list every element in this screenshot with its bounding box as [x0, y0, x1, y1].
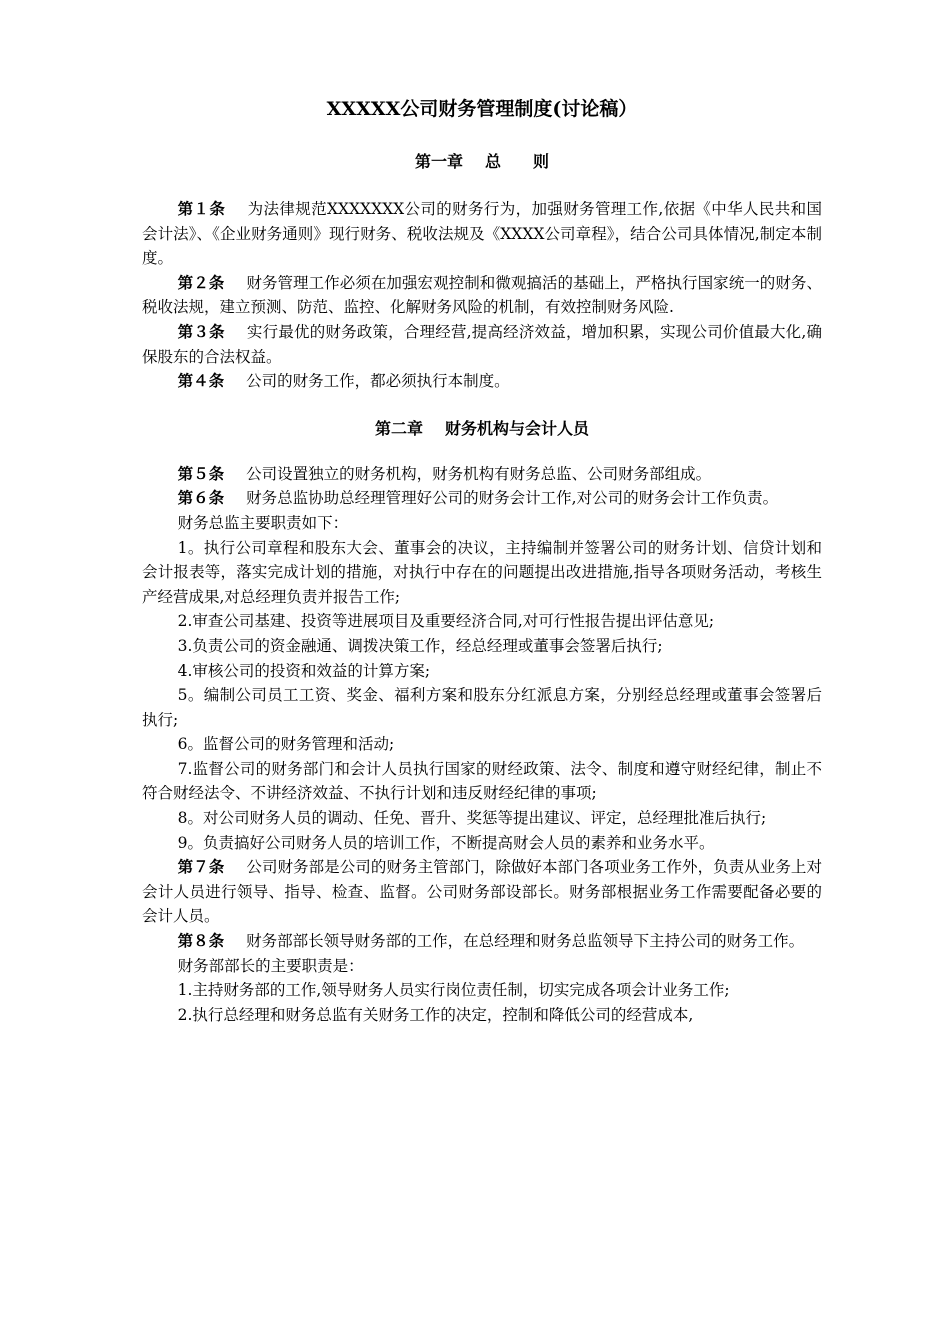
- cfo-duty-2: 2.审查公司基建、投资等进展项目及重要经济合同,对可行性报告提出评估意见;: [177, 612, 715, 631]
- article-label: 第５条: [177, 464, 225, 483]
- article-text: 财务部部长领导财务部的工作，在总经理和财务总监领导下主持公司的财务工作。: [246, 932, 805, 951]
- article-text: 财务总监协助总经理管理好公司的财务会计工作,对公司的财务会计工作负责。: [246, 489, 779, 508]
- article-text: 财务管理工作必须在加强宏观控制和微观搞活的基础上，严格执行国家统一的财务、税收法规，建立预测、防范、监控、化解财务风险的机制，有效控制财务风险.: [142, 273, 822, 317]
- article-label: 第８条: [177, 932, 225, 951]
- article-text: 公司的财务工作，都必须执行本制度。: [246, 372, 510, 391]
- cfo-duty-1: 1。执行公司章程和股东大会、董事会的决议，主持编制并签署公司的财务计划、信贷计划和会计报表等，落实完成计划的措施，对执行中存在的问题提出改进措施,指导各项财务活动，考核生产经营成果,对总经理负责并报告工作;: [142, 538, 822, 606]
- cfo-duty-9: 9。负责搞好公司财务人员的培训工作，不断提高财会人员的素养和业务水平。: [177, 833, 715, 852]
- document-page: [142, 96, 822, 1027]
- chapter-2-body: [142, 462, 822, 1028]
- dept-head-duties-intro: 财务部部长的主要职责是：: [177, 956, 364, 975]
- cfo-duty-3: 3.负责公司的资金融通、调拨决策工作，经总经理或董事会签署后执行;: [177, 636, 663, 655]
- article-label: 第３条: [177, 322, 225, 341]
- article-text: 公司设置独立的财务机构，财务机构有财务总监、公司财务部组成。: [246, 464, 712, 483]
- article-1: [142, 197, 822, 271]
- chapter-number: 第一章: [414, 152, 463, 171]
- cfo-duties-intro: 财务总监主要职责如下：: [177, 513, 349, 532]
- article-5: [142, 462, 822, 487]
- article-text: 实行最优的财务政策，合理经营,提高经济效益，增加积累，实现公司价值最大化,确保股东的合法权益。: [142, 322, 822, 366]
- dept-head-duty-2: 2.执行总经理和财务总监有关财务工作的决定，控制和降低公司的经营成本,: [177, 1005, 694, 1024]
- chapter-number: 第二章: [374, 418, 423, 438]
- article-label: 第６条: [177, 489, 225, 508]
- article-4: [142, 369, 822, 394]
- chapter-1-heading: [142, 150, 822, 174]
- article-8: [142, 929, 822, 954]
- article-label: 第４条: [177, 372, 225, 391]
- cfo-duty-4: 4.审核公司的投资和效益的计算方案;: [177, 661, 431, 680]
- article-text: 公司财务部是公司的财务主管部门，除做好本部门各项业务工作外，负责从业务上对会计人员进行领导、指导、检查、监督。公司财务部设部长。财务部根据业务工作需要配备必要的会计人员。: [142, 858, 822, 926]
- cfo-duty-6: 6。监督公司的财务管理和活动;: [177, 735, 395, 754]
- chapter-name: 总 则: [485, 152, 550, 171]
- article-6: [142, 486, 822, 511]
- document-title: XXXXX公司财务管理制度(讨论稿）: [326, 98, 638, 120]
- cfo-duty-8: 8。对公司财务人员的调动、任免、晋升、奖惩等提出建议、评定，总经理批准后执行;: [177, 809, 767, 828]
- cfo-duty-5: 5。编制公司员工工资、奖金、福利方案和股东分红派息方案，分别经总经理或董事会签署后执行;: [142, 686, 822, 729]
- article-text: 为法律规范XXXXXXX公司的财务行为，加强财务管理工作,依据《中华人民共和国会计法》、《企业财务通则》现行财务、税收法规及《XXXX公司章程》，结合公司具体情况,制定本制度。: [142, 200, 822, 268]
- article-label: 第７条: [177, 858, 225, 877]
- article-label: 第２条: [177, 273, 225, 292]
- article-label: 第１条: [177, 200, 226, 218]
- article-2: [142, 271, 822, 320]
- cfo-duty-7: 7.监督公司的财务部门和会计人员执行国家的财经政策、法令、制度和遵守财经纪律，制止不符合财经法令、不讲经济效益、不执行计划和违反财经纪律的事项;: [142, 759, 822, 803]
- article-3: [142, 320, 822, 369]
- chapter-1-body: [142, 197, 822, 394]
- dept-head-duty-1: 1.主持财务部的工作,领导财务人员实行岗位责任制，切实完成各项会计业务工作;: [177, 981, 730, 1000]
- article-7: [142, 855, 822, 929]
- chapter-2-heading: [142, 417, 822, 441]
- chapter-name: 财务机构与会计人员: [445, 418, 590, 438]
